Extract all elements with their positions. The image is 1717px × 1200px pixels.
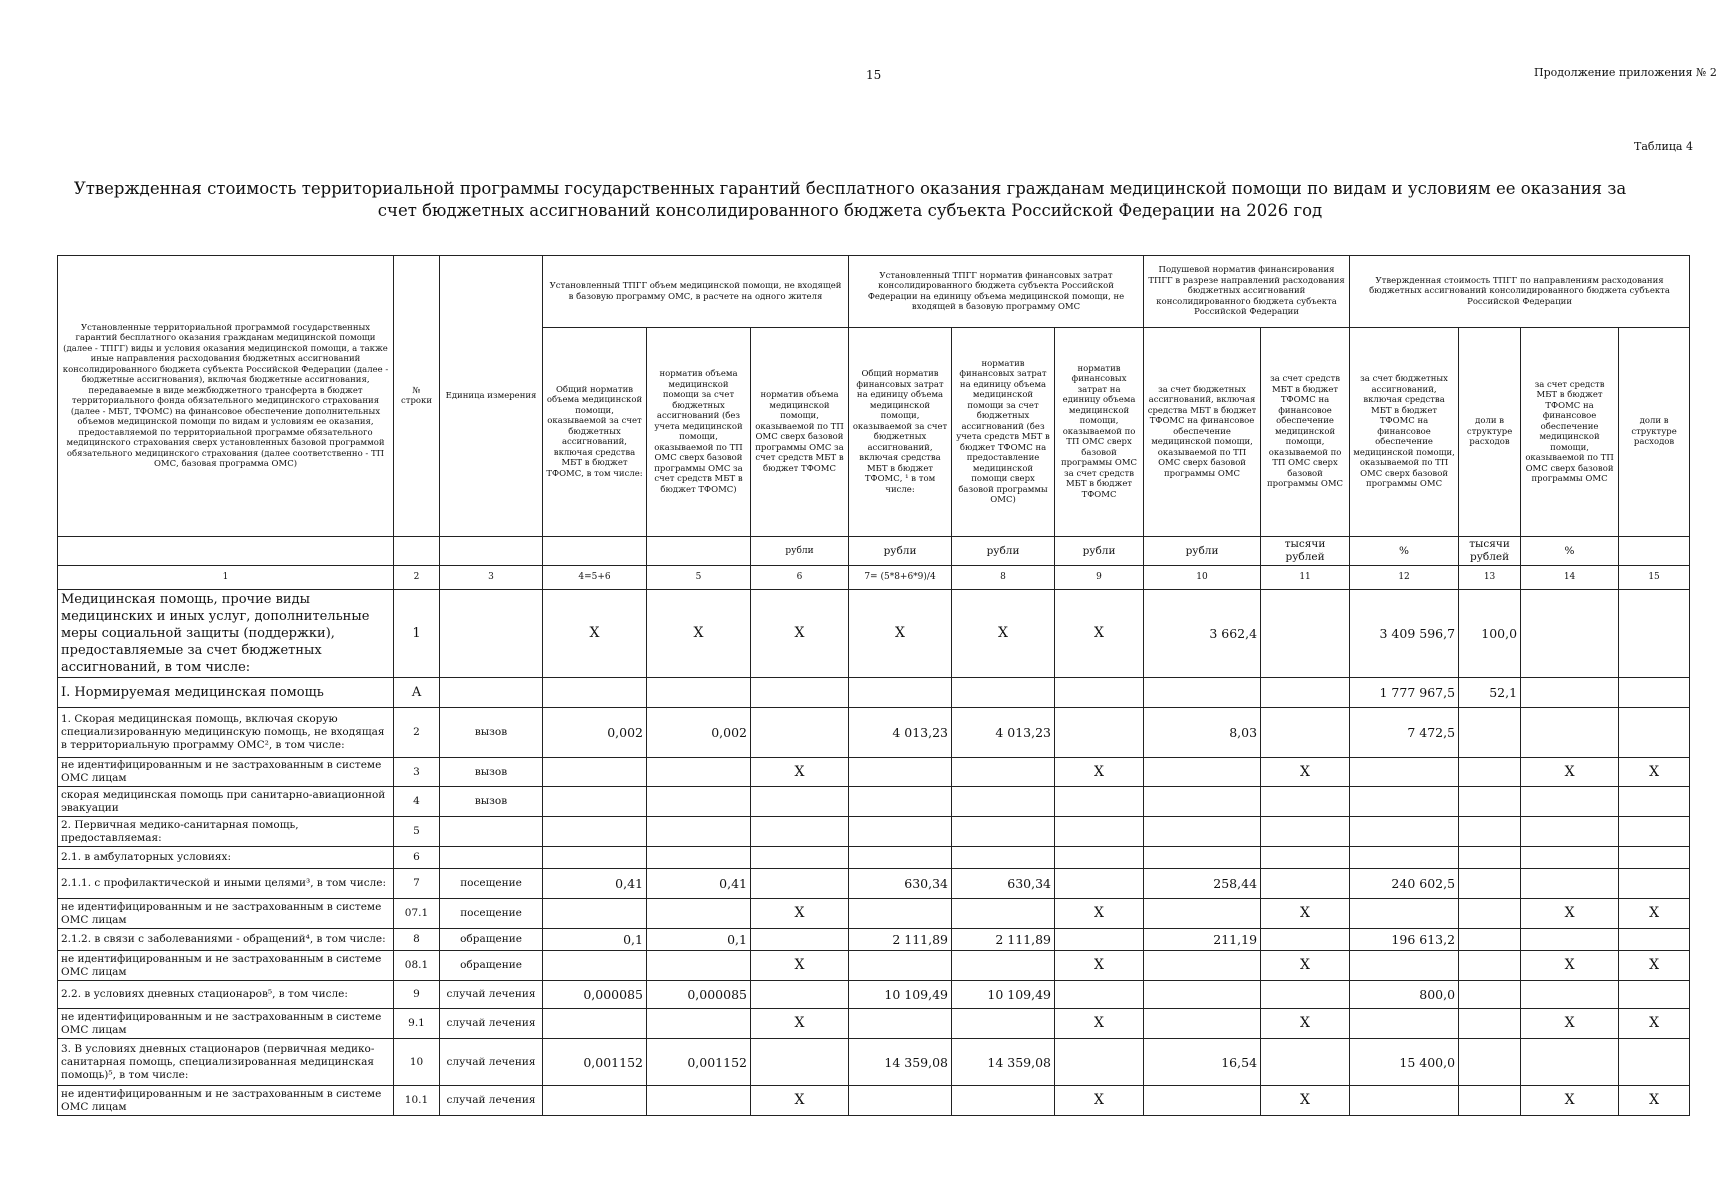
data-cell	[751, 1039, 849, 1086]
data-cell: 0,001152	[647, 1039, 751, 1086]
data-cell: X	[1055, 1009, 1144, 1039]
column-number: 11	[1261, 566, 1350, 590]
row-number: 10.1	[394, 1086, 440, 1116]
data-cell	[1459, 951, 1521, 981]
table-row	[58, 981, 1690, 1009]
header-sub-6: норматив объема медицинской помощи, оказываемой по ТП ОМС сверх базовой программы ОМС за счет средств МБТ в бюджет ТФОМС	[751, 328, 849, 537]
data-cell	[647, 1009, 751, 1039]
unit-cell	[647, 537, 751, 566]
row-number: 9	[394, 981, 440, 1009]
data-cell	[1261, 847, 1350, 869]
data-cell	[1055, 817, 1144, 847]
table-row	[58, 951, 1690, 981]
row-unit	[440, 590, 543, 678]
column-number: 2	[394, 566, 440, 590]
row-label: не идентифицированным и не застрахованным в системе ОМС лицам	[58, 951, 394, 981]
data-cell: 0,002	[543, 708, 647, 758]
data-cell: X	[543, 590, 647, 678]
data-cell	[952, 787, 1055, 817]
data-cell	[1521, 869, 1619, 899]
row-number: 7	[394, 869, 440, 899]
data-cell	[1261, 981, 1350, 1009]
data-cell	[1350, 817, 1459, 847]
data-cell: 240 602,5	[1350, 869, 1459, 899]
table-row	[58, 758, 1690, 787]
data-cell	[1055, 869, 1144, 899]
column-number: 8	[952, 566, 1055, 590]
data-cell	[1459, 929, 1521, 951]
data-cell	[543, 847, 647, 869]
column-number: 9	[1055, 566, 1144, 590]
header-group-volume: Установленный ТПГГ объем медицинской помощи, не входящей в базовую программу ОМС, в расчете на одного жителя	[543, 256, 849, 328]
unit-cell: %	[1521, 537, 1619, 566]
data-cell: X	[1619, 1009, 1690, 1039]
data-cell: 14 359,08	[952, 1039, 1055, 1086]
row-label: не идентифицированным и не застрахованным в системе ОМС лицам	[58, 758, 394, 787]
unit-cell	[394, 537, 440, 566]
data-cell	[1619, 787, 1690, 817]
data-cell: 0,000085	[647, 981, 751, 1009]
unit-cell	[58, 537, 394, 566]
data-cell	[952, 817, 1055, 847]
data-cell	[1459, 899, 1521, 929]
header-sub-9: норматив финансовых затрат на единицу объема медицинской помощи, оказываемой по ТП ОМС сверх базовой программы ОМС за счет средств МБТ в бюджет ТФОМС	[1055, 328, 1144, 537]
table-row	[58, 869, 1690, 899]
data-cell: 0,000085	[543, 981, 647, 1009]
data-cell: 52,1	[1459, 678, 1521, 708]
header-sub-10: за счет бюджетных ассигнований, включая средства МБТ в бюджет ТФОМС на финансовое обеспечение медицинской помощи, оказываемой по ТП ОМС сверх базовой программы ОМС	[1144, 328, 1261, 537]
data-cell	[1055, 929, 1144, 951]
data-cell: X	[1261, 758, 1350, 787]
data-cell	[1350, 951, 1459, 981]
data-cell	[952, 1086, 1055, 1116]
data-cell	[849, 758, 952, 787]
header-sub-7: Общий норматив финансовых затрат на единицу объема медицинской помощи, оказываемой за счет бюджетных ассигнований, включая средства МБТ в бюджет ТФОМС, ¹ в том числе:	[849, 328, 952, 537]
data-cell	[1144, 1086, 1261, 1116]
data-cell	[1261, 1039, 1350, 1086]
data-cell	[849, 1009, 952, 1039]
column-number: 1	[58, 566, 394, 590]
data-cell: X	[1261, 1086, 1350, 1116]
row-unit: вызов	[440, 787, 543, 817]
data-cell	[1619, 678, 1690, 708]
row-unit	[440, 817, 543, 847]
table-row	[58, 817, 1690, 847]
data-cell	[1619, 869, 1690, 899]
data-cell: X	[1055, 951, 1144, 981]
row-number: А	[394, 678, 440, 708]
header-sub-8: норматив финансовых затрат на единицу объема медицинской помощи за счет бюджетных ассигнований (без учета средств МБТ в бюджет ТФОМС на предоставление медицинской помощи сверх базовой программы ОМС)	[952, 328, 1055, 537]
data-cell	[1350, 787, 1459, 817]
data-cell	[1144, 981, 1261, 1009]
column-number: 13	[1459, 566, 1521, 590]
data-cell	[1521, 787, 1619, 817]
data-cell	[543, 678, 647, 708]
unit-cell: рубли	[751, 537, 849, 566]
data-cell	[1055, 1039, 1144, 1086]
row-label: скорая медицинская помощь при санитарно-авиационной эвакуации	[58, 787, 394, 817]
column-number: 5	[647, 566, 751, 590]
data-cell	[1619, 929, 1690, 951]
data-cell	[1144, 817, 1261, 847]
row-label: 3. В условиях дневных стационаров (первичная медико-санитарная помощь, специализированная медицинская помощь)⁵, в том числе:	[58, 1039, 394, 1086]
data-cell	[1261, 678, 1350, 708]
data-cell	[751, 981, 849, 1009]
row-unit: случай лечения	[440, 981, 543, 1009]
page-number: 15	[866, 68, 882, 82]
data-cell: X	[1055, 590, 1144, 678]
data-cell	[1459, 758, 1521, 787]
data-cell: 10 109,49	[952, 981, 1055, 1009]
data-cell: X	[751, 899, 849, 929]
data-cell	[1521, 981, 1619, 1009]
data-cell: 4 013,23	[849, 708, 952, 758]
data-cell	[1521, 590, 1619, 678]
data-cell: 800,0	[1350, 981, 1459, 1009]
header-row-numbers	[58, 566, 1690, 590]
data-cell: X	[1055, 1086, 1144, 1116]
row-unit: посещение	[440, 899, 543, 929]
data-cell	[849, 1086, 952, 1116]
unit-cell: %	[1350, 537, 1459, 566]
row-unit: случай лечения	[440, 1009, 543, 1039]
data-cell	[1055, 678, 1144, 708]
data-cell: X	[1521, 899, 1619, 929]
data-cell	[1459, 708, 1521, 758]
data-cell	[1521, 929, 1619, 951]
data-cell	[1055, 708, 1144, 758]
data-cell	[647, 678, 751, 708]
row-label: 2.1. в амбулаторных условиях:	[58, 847, 394, 869]
unit-cell: рубли	[1144, 537, 1261, 566]
data-cell: X	[751, 758, 849, 787]
header-group-approved: Утвержденная стоимость ТПГГ по направлениям расходования бюджетных ассигнований консолидированного бюджета субъекта Российской Федерации	[1350, 256, 1690, 328]
row-label: 2.1.2. в связи с заболеваниями - обращений⁴, в том числе:	[58, 929, 394, 951]
data-cell	[647, 758, 751, 787]
header-sub-13: доли в структуре расходов	[1459, 328, 1521, 537]
data-cell: 14 359,08	[849, 1039, 952, 1086]
table-row	[58, 899, 1690, 929]
data-cell	[1521, 1039, 1619, 1086]
row-unit	[440, 847, 543, 869]
data-cell: X	[849, 590, 952, 678]
row-unit: случай лечения	[440, 1086, 543, 1116]
data-cell: X	[1261, 899, 1350, 929]
data-cell	[1619, 590, 1690, 678]
column-number: 7= (5*8+6*9)/4	[849, 566, 952, 590]
data-cell	[1459, 847, 1521, 869]
data-cell	[543, 951, 647, 981]
column-number: 15	[1619, 566, 1690, 590]
data-cell	[1261, 787, 1350, 817]
row-number: 1	[394, 590, 440, 678]
data-cell: 196 613,2	[1350, 929, 1459, 951]
data-cell	[1459, 1086, 1521, 1116]
row-label: 2.2. в условиях дневных стационаров⁵, в том числе:	[58, 981, 394, 1009]
data-cell: 10 109,49	[849, 981, 952, 1009]
data-cell	[849, 678, 952, 708]
data-cell: X	[1619, 1086, 1690, 1116]
data-cell	[1521, 678, 1619, 708]
data-cell: 0,41	[543, 869, 647, 899]
data-cell: 15 400,0	[1350, 1039, 1459, 1086]
row-label: 2.1.1. с профилактической и иными целями³, в том числе:	[58, 869, 394, 899]
data-cell	[1144, 951, 1261, 981]
row-number: 3	[394, 758, 440, 787]
header-col-1: Установленные территориальной программой государственных гарантий бесплатного оказания гражданам медицинской помощи (далее - ТПГГ) виды и условия оказания медицинской помощи, а также иные направления расходования бюджетных ассигнований консолидированного бюджета субъекта Российской Федерации (далее - бюджетные ассигнования), включая бюджетные ассигнования, передаваемые в виде межбюджетного трансферта в бюджет территориального фонда обязательного медицинского страхования (далее - МБТ, ТФОМС) на финансовое обеспечение дополнительных объемов медицинской помощи по видам и условиям ее оказания, предоставляемой по территориальной программе обязательного медицинского страхования сверх установленных базовой программой обязательного медицинского страхования (далее соответственно - ТП ОМС, базовая программа ОМС)	[58, 256, 394, 537]
data-cell	[1350, 1086, 1459, 1116]
data-cell: X	[1619, 951, 1690, 981]
document-title: Утвержденная стоимость территориальной программы государственных гарантий бесплатного оказания гражданам медицинской помощи по видам и условиям ее оказания за счет бюджетных ассигнований консолидированного бюджета субъекта Российской Федерации на 2026 год	[73, 179, 1627, 220]
row-unit: посещение	[440, 869, 543, 899]
table-row	[58, 1039, 1690, 1086]
header-sub-14: за счет средств МБТ в бюджет ТФОМС на финансовое обеспечение медицинской помощи, оказываемой по ТП ОМС сверх базовой программы ОМС	[1521, 328, 1619, 537]
data-cell	[1619, 1039, 1690, 1086]
table-row	[58, 708, 1690, 758]
row-number: 2	[394, 708, 440, 758]
data-cell	[1459, 981, 1521, 1009]
data-cell	[1261, 817, 1350, 847]
data-cell: X	[1055, 758, 1144, 787]
header-sub-15: доли в структуре расходов	[1619, 328, 1690, 537]
data-cell	[1261, 929, 1350, 951]
data-cell	[1144, 678, 1261, 708]
data-cell	[1459, 817, 1521, 847]
table-row	[58, 590, 1690, 678]
data-cell	[1261, 708, 1350, 758]
header-sub-4: Общий норматив объема медицинской помощи, оказываемой за счет бюджетных ассигнований, включая средства МБТ в бюджет ТФОМС, в том числе:	[543, 328, 647, 537]
row-number: 9.1	[394, 1009, 440, 1039]
data-cell: X	[1055, 899, 1144, 929]
data-cell: X	[751, 590, 849, 678]
row-label: не идентифицированным и не застрахованным в системе ОМС лицам	[58, 1086, 394, 1116]
data-cell	[1521, 847, 1619, 869]
data-cell	[751, 869, 849, 899]
data-cell	[1350, 758, 1459, 787]
continuation-note: Продолжение приложения № 2	[1534, 66, 1717, 79]
data-cell	[1350, 847, 1459, 869]
data-cell	[849, 847, 952, 869]
column-number: 10	[1144, 566, 1261, 590]
data-cell: X	[1521, 758, 1619, 787]
data-cell	[647, 847, 751, 869]
column-number: 6	[751, 566, 849, 590]
data-cell	[1619, 708, 1690, 758]
row-label: 1. Скорая медицинская помощь, включая скорую специализированную медицинскую помощь, не входящая в территориальную программу ОМС², в том числе:	[58, 708, 394, 758]
data-cell	[647, 951, 751, 981]
data-cell: X	[1521, 951, 1619, 981]
data-cell	[543, 787, 647, 817]
header-row-units	[58, 537, 1690, 566]
row-unit: обращение	[440, 951, 543, 981]
data-cell	[849, 899, 952, 929]
data-cell: 1 777 967,5	[1350, 678, 1459, 708]
column-number: 14	[1521, 566, 1619, 590]
table-row	[58, 678, 1690, 708]
data-cell	[1459, 869, 1521, 899]
table-body	[58, 590, 1690, 1116]
data-cell: 630,34	[952, 869, 1055, 899]
row-number: 10	[394, 1039, 440, 1086]
header-sub-12: за счет бюджетных ассигнований, включая средства МБТ в бюджет ТФОМС на финансовое обеспечение медицинской помощи, оказываемой по ТП ОМС сверх базовой программы ОМС	[1350, 328, 1459, 537]
data-cell: X	[647, 590, 751, 678]
data-cell: 0,1	[543, 929, 647, 951]
data-cell	[952, 1009, 1055, 1039]
row-unit: случай лечения	[440, 1039, 543, 1086]
row-number: 08.1	[394, 951, 440, 981]
data-cell	[1350, 899, 1459, 929]
data-cell	[1521, 817, 1619, 847]
data-cell: 3 409 596,7	[1350, 590, 1459, 678]
data-cell	[751, 817, 849, 847]
unit-cell: рубли	[1055, 537, 1144, 566]
data-cell	[1144, 758, 1261, 787]
data-cell	[849, 817, 952, 847]
header-sub-5: норматив объема медицинской помощи за счет бюджетных ассигнований (без учета медицинской помощи, оказываемой по ТП ОМС сверх базовой программы ОМС за счет средств МБТ в бюджет ТФОМС)	[647, 328, 751, 537]
data-cell: X	[1521, 1009, 1619, 1039]
unit-cell	[543, 537, 647, 566]
row-unit: обращение	[440, 929, 543, 951]
header-col-2: № строки	[394, 256, 440, 537]
row-number: 4	[394, 787, 440, 817]
data-cell	[1521, 708, 1619, 758]
data-cell	[1144, 847, 1261, 869]
data-cell	[543, 817, 647, 847]
data-cell	[1459, 787, 1521, 817]
row-label: не идентифицированным и не застрахованным в системе ОМС лицам	[58, 1009, 394, 1039]
unit-cell	[1619, 537, 1690, 566]
data-cell	[952, 758, 1055, 787]
data-cell	[1055, 981, 1144, 1009]
data-cell: 0,002	[647, 708, 751, 758]
data-cell	[952, 678, 1055, 708]
data-cell: X	[1261, 951, 1350, 981]
data-cell	[751, 929, 849, 951]
data-cell	[1261, 869, 1350, 899]
data-cell	[751, 708, 849, 758]
data-cell: 16,54	[1144, 1039, 1261, 1086]
table-row	[58, 1086, 1690, 1116]
data-cell	[751, 787, 849, 817]
data-cell	[849, 951, 952, 981]
data-cell: X	[751, 951, 849, 981]
data-cell: 100,0	[1459, 590, 1521, 678]
data-cell: 8,03	[1144, 708, 1261, 758]
data-cell	[543, 1086, 647, 1116]
data-cell: 0,1	[647, 929, 751, 951]
row-number: 5	[394, 817, 440, 847]
data-cell: X	[1619, 758, 1690, 787]
data-cell: 2 111,89	[849, 929, 952, 951]
data-cell: 7 472,5	[1350, 708, 1459, 758]
data-cell	[1350, 1009, 1459, 1039]
data-cell	[1619, 847, 1690, 869]
data-cell	[647, 1086, 751, 1116]
table-row	[58, 787, 1690, 817]
column-number: 12	[1350, 566, 1459, 590]
row-unit	[440, 678, 543, 708]
column-number: 3	[440, 566, 543, 590]
data-cell	[1459, 1039, 1521, 1086]
data-cell	[543, 899, 647, 929]
data-cell	[543, 1009, 647, 1039]
row-number: 8	[394, 929, 440, 951]
unit-cell: тысячи рублей	[1459, 537, 1521, 566]
header-group-percapita: Подушевой норматив финансирования ТПГГ в разрезе направлений расходования бюджетных ассигнований консолидированного бюджета субъекта Российской Федерации	[1144, 256, 1350, 328]
data-cell	[952, 847, 1055, 869]
data-cell	[1144, 1009, 1261, 1039]
table-row	[58, 1009, 1690, 1039]
data-cell	[1619, 817, 1690, 847]
data-cell: X	[1619, 899, 1690, 929]
data-cell	[1144, 787, 1261, 817]
data-cell: 258,44	[1144, 869, 1261, 899]
row-number: 07.1	[394, 899, 440, 929]
data-cell	[647, 817, 751, 847]
data-cell: 2 111,89	[952, 929, 1055, 951]
data-cell: 3 662,4	[1144, 590, 1261, 678]
unit-cell	[440, 537, 543, 566]
row-number: 6	[394, 847, 440, 869]
row-unit: вызов	[440, 708, 543, 758]
data-cell: X	[952, 590, 1055, 678]
data-cell	[543, 758, 647, 787]
data-cell	[1619, 981, 1690, 1009]
table-label: Таблица 4	[1634, 140, 1693, 153]
table-row	[58, 929, 1690, 951]
data-cell	[1459, 1009, 1521, 1039]
data-cell	[1055, 787, 1144, 817]
data-cell: 211,19	[1144, 929, 1261, 951]
row-label: не идентифицированным и не застрахованным в системе ОМС лицам	[58, 899, 394, 929]
data-cell	[1261, 590, 1350, 678]
data-cell: 0,001152	[543, 1039, 647, 1086]
unit-cell: рубли	[849, 537, 952, 566]
cost-table	[57, 255, 1690, 1116]
table-row	[58, 847, 1690, 869]
header-row-groups	[58, 256, 1690, 328]
data-cell	[751, 678, 849, 708]
header-group-cost: Установленный ТПГГ норматив финансовых затрат консолидированного бюджета субъекта Российской Федерации на единицу объема медицинской помощи, не входящей в базовую программу ОМС	[849, 256, 1144, 328]
row-label: I. Нормируемая медицинская помощь	[58, 678, 394, 708]
data-cell	[952, 951, 1055, 981]
row-label: 2. Первичная медико-санитарная помощь, предоставляемая:	[58, 817, 394, 847]
data-cell	[751, 847, 849, 869]
data-cell	[1055, 847, 1144, 869]
column-number: 4=5+6	[543, 566, 647, 590]
unit-cell: рубли	[952, 537, 1055, 566]
row-label: Медицинская помощь, прочие виды медицинских и иных услуг, дополнительные меры социальной защиты (поддержки), предоставляемые за счет бюджетных ассигнований, в том числе:	[58, 590, 394, 678]
unit-cell: тысячи рублей	[1261, 537, 1350, 566]
header-col-3: Единица измерения	[440, 256, 543, 537]
row-unit: вызов	[440, 758, 543, 787]
data-cell	[1144, 899, 1261, 929]
data-cell	[647, 899, 751, 929]
data-cell	[647, 787, 751, 817]
data-cell: 0,41	[647, 869, 751, 899]
header-sub-11: за счет средств МБТ в бюджет ТФОМС на финансовое обеспечение медицинской помощи, оказываемой по ТП ОМС сверх базовой программы ОМС	[1261, 328, 1350, 537]
data-cell: X	[1261, 1009, 1350, 1039]
data-cell: 4 013,23	[952, 708, 1055, 758]
data-cell: X	[751, 1086, 849, 1116]
data-cell: X	[1521, 1086, 1619, 1116]
data-cell: X	[751, 1009, 849, 1039]
data-cell	[952, 899, 1055, 929]
data-cell	[849, 787, 952, 817]
data-cell: 630,34	[849, 869, 952, 899]
